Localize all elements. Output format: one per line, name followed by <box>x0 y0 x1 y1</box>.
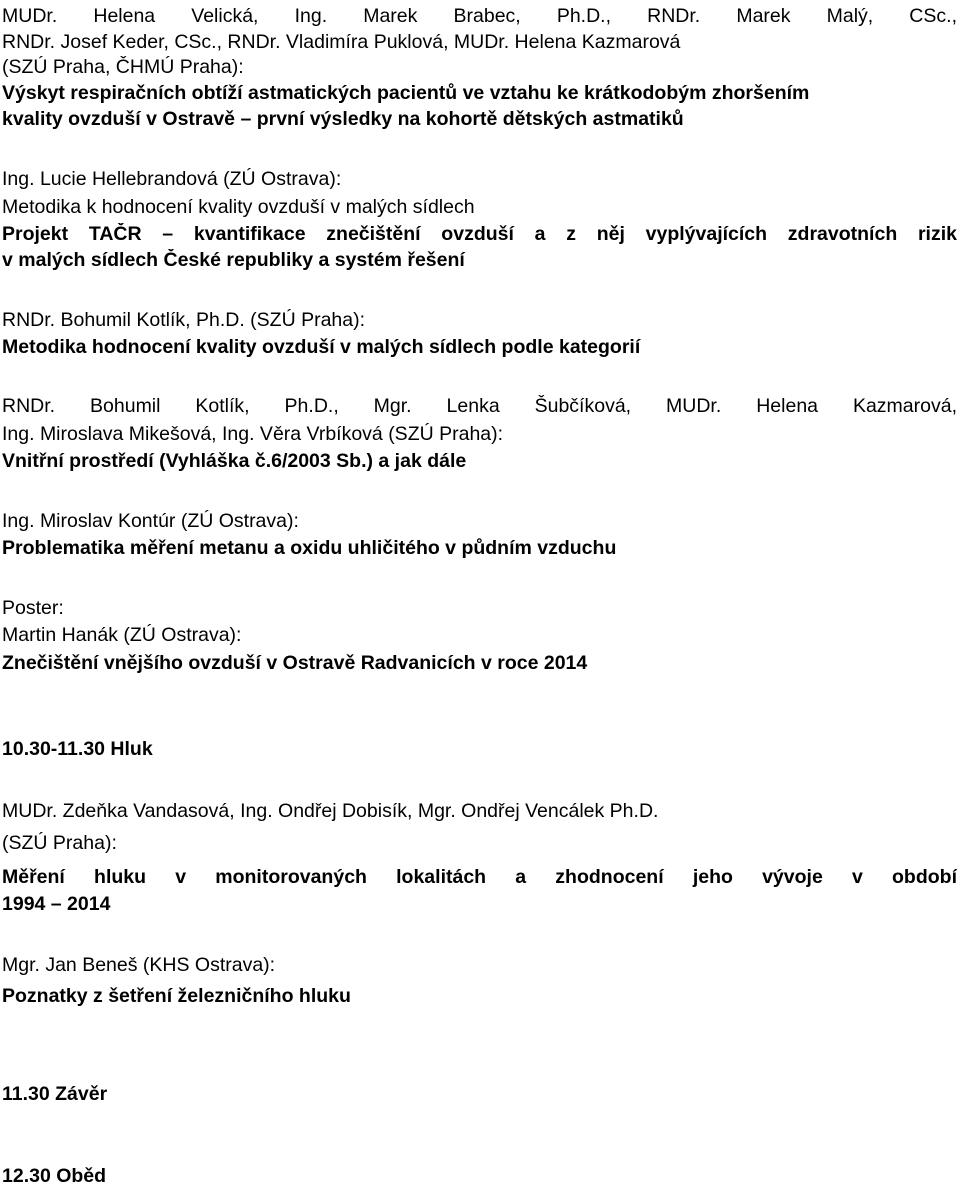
poster-label: Poster: <box>2 597 64 619</box>
talk-4-title: Vnitřní prostředí (Vyhláška č.6/2003 Sb.) a jak dále <box>2 450 467 472</box>
poster-title: Znečištění vnějšího ovzduší v Ostravě Radvanicích v roce 2014 <box>2 652 588 674</box>
closing-heading: 11.30 Závěr <box>2 1083 108 1105</box>
talk-3-author: RNDr. Bohumil Kotlík, Ph.D. (SZÚ Praha): <box>2 309 366 331</box>
talk-1-affiliation: (SZÚ Praha, ČHMÚ Praha): <box>2 56 244 78</box>
talk-4-authors-line-2: Ing. Miroslava Mikešová, Ing. Věra Vrbíková (SZÚ Praha): <box>2 423 504 445</box>
talk-1-title-line-2: kvality ovzduší v Ostravě – první výsledky na kohortě dětských astmatiků <box>2 108 684 130</box>
talk-1-authors-line-2: RNDr. Josef Keder, CSc., RNDr. Vladimíra Puklová, MUDr. Helena Kazmarová <box>2 31 681 53</box>
talk-1-title-line-1: Výskyt respiračních obtíží astmatických pacientů ve vztahu ke krátkodobým zhoršením <box>2 82 810 104</box>
lunch-heading: 12.30 Oběd <box>2 1165 107 1187</box>
talk-2-author: Ing. Lucie Hellebrandová (ZÚ Ostrava): <box>2 168 342 190</box>
talk-2-subtitle: Metodika k hodnocení kvality ovzduší v malých sídlech <box>2 196 475 218</box>
talk-2-title-line-1: Projekt TAČR – kvantifikace znečištění ovzduší a z něj vyplývajících zdravotních rizik <box>2 223 957 245</box>
talk-5-author: Ing. Miroslav Kontúr (ZÚ Ostrava): <box>2 510 299 532</box>
talk-3-title: Metodika hodnocení kvality ovzduší v malých sídlech podle kategorií <box>2 336 641 358</box>
talk-2-title-line-2: v malých sídlech České republiky a systém řešení <box>2 249 465 271</box>
poster-author: Martin Hanák (ZÚ Ostrava): <box>2 624 242 646</box>
talk-5-title: Problematika měření metanu a oxidu uhličitého v půdním vzduchu <box>2 537 617 559</box>
talk-7-affiliation: (SZÚ Praha): <box>2 832 117 854</box>
session-heading-noise: 10.30-11.30 Hluk <box>2 738 153 760</box>
talk-7-authors: MUDr. Zdeňka Vandasová, Ing. Ondřej Dobisík, Mgr. Ondřej Vencálek Ph.D. <box>2 800 659 822</box>
talk-7-title-line-1: Měření hluku v monitorovaných lokalitách a zhodnocení jeho vývoje v období <box>2 866 957 888</box>
talk-8-author: Mgr. Jan Beneš (KHS Ostrava): <box>2 954 276 976</box>
talk-1-authors-line-1: MUDr. Helena Velická, Ing. Marek Brabec, Ph.D., RNDr. Marek Malý, CSc., <box>2 5 957 27</box>
talk-4-authors-line-1: RNDr. Bohumil Kotlík, Ph.D., Mgr. Lenka Šubčíková, MUDr. Helena Kazmarová, <box>2 395 957 417</box>
talk-8-title: Poznatky z šetření železničního hluku <box>2 985 351 1007</box>
talk-7-title-line-2: 1994 – 2014 <box>2 893 111 915</box>
